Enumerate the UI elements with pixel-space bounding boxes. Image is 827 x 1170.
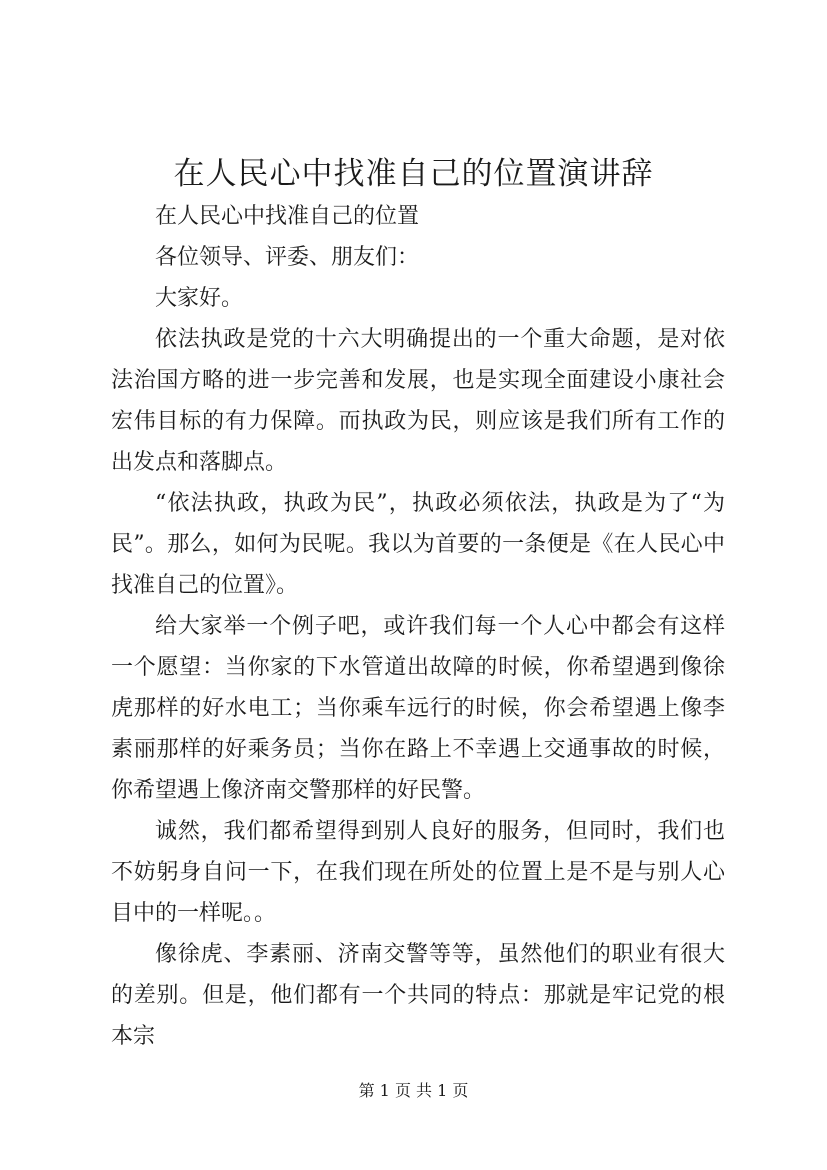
paragraph: 给大家举一个例子吧，或许我们每一个人心中都会有这样一个愿望：当你家的下水管道出故障的时候，你希望遇到像徐虎那样的好水电工；当你乘车远行的时候，你会希望遇上像李素丽那样的好乘务员；当你在路上不幸遇上交通事故的时候，你希望遇上像济南交警那样的好民警。 <box>111 614 725 803</box>
paragraph: 大家好。 <box>155 286 244 311</box>
paragraph: 各位领导、评委、朋友们： <box>155 245 420 270</box>
document-title: 在人民心中找准自己的位置演讲辞 <box>173 156 654 192</box>
paragraph: 依法执政是党的十六大明确提出的一个重大命题，是对依法治国方略的进一步完善和发展，也是实现全面建设小康社会宏伟目标的有力保障。而执政为民，则应该是我们所有工作的出发点和落脚点。 <box>111 327 725 475</box>
document-body <box>111 196 725 1057</box>
paragraph: “依法执政，执政为民”，执政必须依法，执政是为了“为民”。那么，如何为民呢。我以为首要的一条便是《在人民心中找准自己的位置》。 <box>111 491 725 598</box>
paragraph: 诚然，我们都希望得到别人良好的服务，但同时，我们也不妨躬身自问一下，在我们现在所处的位置上是不是与别人心目中的一样呢。。 <box>111 819 725 926</box>
paragraph: 像徐虎、李素丽、济南交警等等，虽然他们的职业有很大的差别。但是，他们都有一个共同的特点：那就是牢记党的根本宗 <box>111 942 725 1049</box>
paragraph: 在人民心中找准自己的位置 <box>155 204 420 229</box>
page-footer: 第 1 页 共 1 页 <box>358 1081 469 1100</box>
